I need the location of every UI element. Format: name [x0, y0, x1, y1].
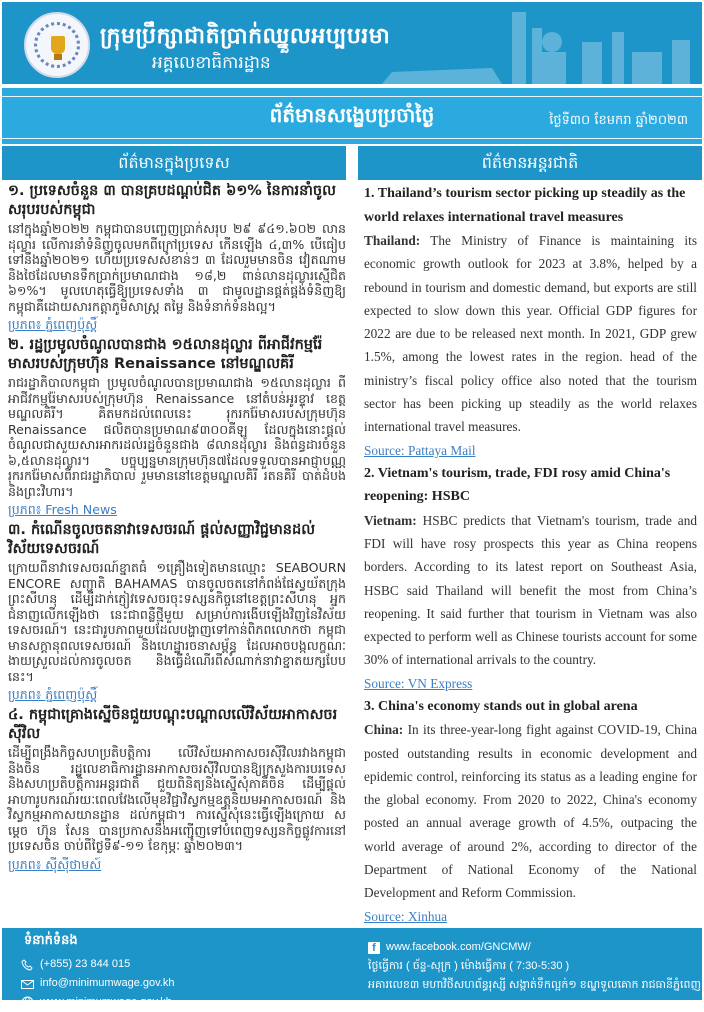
mail-icon [20, 977, 34, 991]
website-link[interactable]: www.minimumwage.gov.kh [40, 996, 172, 1008]
article-body [364, 229, 697, 439]
article-body [364, 509, 697, 672]
article-title: ១. ប្រទេសចំនួន ៣ បានគ្របដណ្តប់ជិត ៦១% នៃការនាំចូលសរុបរបស់កម្ពុជា [8, 183, 336, 218]
news-article [8, 182, 346, 336]
article-body: ដើម្បីពង្រឹងកិច្ចសហប្រតិបត្តិការ លើវិស័យអាកាសចរស៊ីវិលរវាងកម្ពុជា និងចិន រដ្ឋលេខាធិការដ្ឋានអាកាសចរស៊ីវិលបានឱ្យក្រសួងការបរទេសនិងសហប្រតិបត្តិការអន្តរជាតិ ជួយពិនិត្យនិងស្នើសុំភាគីចិន ដើម្បីផ្តល់អាហារូបករណ៍រយៈពេលវែងលើមុខវិជ្ជាវិស្វកម្មឧត្តុនិយមអាកាសចរណ៍ និងវិស្វកម្មអាកាសយានដ្ឋាន ដល់កម្ពុជា។ ការស្នើសុំនេះធ្វើឡើងក្រោយ សម្តេច ហ៊ុន សែន បានប្រកាសនឹងអញ្ជើញទៅបំពេញទស្សនកិច្ចផ្លូវការនៅប្រទេសចិន ចាប់ពីថ្ងៃទី៩-១១ ខែកុម្ភៈ ឆ្នាំ២០២៣។ [8, 745, 346, 853]
domestic-news-heading: ព័ត៌មានក្នុងប្រទេស [2, 146, 346, 180]
working-hours: ថ្ងៃធ្វើការ ( ច័ន្ទ-សុក្រ ) ម៉ោងធ្វើការ ( 7:30-5:30 ) [368, 960, 570, 972]
city-skyline-illustration [382, 2, 702, 84]
article-country-lead: Thailand: [364, 233, 421, 248]
facebook-row [368, 938, 701, 957]
organization-logo [24, 12, 90, 78]
title-band [2, 88, 702, 144]
article-title: ៣. កំណើនចូលចតនាវាទេសចរណ៍ ផ្តល់សញ្ញាវិជ្ជមានដល់វិស័យទេសចរណ៍ [8, 522, 316, 557]
international-news-heading: ព័ត៌មានអន្តរជាតិ [358, 146, 702, 180]
article-source-link[interactable]: ប្រភព៖ ភ្នំពេញប៉ុស្តិ៍ [8, 687, 98, 702]
article-title: 1. Thailand’s tourism sector picking up steadily as the world relaxes international travel measures [364, 186, 686, 225]
globe-icon [20, 996, 34, 1010]
page-title: ព័ត៌មានសង្ខេបប្រចាំថ្ងៃ [269, 103, 435, 127]
email-address[interactable]: info@minimumwage.gov.kh [40, 977, 175, 989]
news-article [364, 695, 697, 928]
organization-subtitle: អគ្គលេខាធិការដ្ឋាន [152, 53, 271, 73]
news-article [8, 336, 346, 521]
article-body: នៅក្នុងឆ្នាំ២០២២ កម្ពុជាបានបញ្ចេញប្រាក់សរុប ២៩ ៩៤១.៦០២ លានដុល្លារ លើការនាំទំនិញចូលមកពីក្រៅប្រទេស កើនឡើង ៤,៣% បើធៀបទៅនឹងឆ្នាំ២០២១ ហើយប្រទេសសំខាន់ៗ ៣ ដែលរួមមានចិន វៀតណាម និងថៃដែលមានទឹកប្រាក់ប្រមាណជាង ១៨,២ ពាន់លានដុល្លារស្មើជិត ៦១%។ មូលហេតុធ្វើឱ្យប្រទេសទាំង ៣ ជាមូលដ្ឋានផ្គត់ផ្គង់ទំនិញឱ្យកម្ពុជាគឺដោយសារកត្តាភូមិសាស្ត្រ តម្លៃ និងទំនាក់ទំនងល្អ។ [8, 221, 346, 314]
article-title: ២. រដ្ឋប្រមូលចំណូលបានជាង ១៥លានដុល្លារ ពីអាជីវកម្មរ៉ែមាសរបស់ក្រុមហ៊ុន Renaissance នៅមណ្ឌលគិរី [8, 337, 323, 372]
phone-row [20, 955, 174, 974]
contact-block [20, 932, 174, 1012]
article-title: 3. China's economy stands out in global arena [364, 698, 638, 714]
article-source-link[interactable]: ប្រភព៖ ស៊ីស៊ីថាមស៍ [8, 856, 102, 872]
contact-heading: ទំនាក់ទំនង [24, 933, 78, 948]
article-body [364, 718, 697, 904]
article-title: ៤. កម្ពុជាគ្រោងស្នើចិនជួយបណ្តុះបណ្តាលលើវិស័យអាកាសចរស៊ីវិល [8, 707, 338, 742]
international-news-column [364, 182, 697, 928]
article-title: 2. Vietnam's tourism, trade, FDI rosy amid China's reopening: HSBC [364, 465, 671, 505]
article-country-lead: China: [364, 722, 404, 738]
article-source-link[interactable]: ប្រភព៖ ភ្នំពេញប៉ុស្តិ៍ [8, 317, 98, 332]
article-text: The Ministry of Finance is maintaining its economic growth outlook for 2023 at 3.8%, helped by a rebound in tourism and domestic demand, but exports are still expected to slow down this year. Official GDP figures for 2022 are due to be released next month. In 2021, GDP grew 1.5%, among the lowest rates in the region. head of the ministry’s fiscal policy office also noted that the tourism sector has been picking up steadily as the world relaxes international travel measures. [364, 233, 697, 435]
header-banner [2, 2, 702, 84]
article-source-link[interactable]: ប្រភព៖ Fresh News [8, 502, 117, 517]
email-row [20, 974, 174, 993]
publication-date: ថ្ងៃទី៣០ ខែមករា ឆ្នាំ២០២៣ [549, 113, 688, 128]
article-text: In its three-year-long fight against COVID-19, China posted outstanding results in economic development and epidemic control, reinforcing its status as a leading engine for the global economy. From 2020 to 2022, China's economy posted an annual average growth of 4.5%, outpacing the world average of around 2%, according to director of the Department of National Economy of the National Development and Reform Commission. [364, 722, 697, 901]
phone-icon [20, 958, 34, 972]
website-row [20, 993, 174, 1012]
article-body: រាជរដ្ឋាភិបាលកម្ពុជា ប្រមូលចំណូលបានប្រមាណជាង ១៥លានដុល្លារ ពីអាជីវកម្មរ៉ែមាសរបស់ក្រុមហ៊ុន Renaissance នៅតំបន់អូរខ្ទាវ ខេត្តមណ្ឌលគិរី។ គិតមកដល់ពេលនេះ រុករករ៉ែមាសរបស់ក្រុមហ៊ុន Renaissance ផលិតបានប្រមាណ៩៣០០គីឡូ ដែលក្នុងនោះផ្តល់ចំណូលជាសួយសារអាករដល់រដ្ឋចំនួនជាង ៨លានដុល្លារ និងពន្ធដារចំនួន ៦,៥លានដុល្លារ។ បច្ចុប្បន្នមានក្រុមហ៊ុន៧ដែលទទួលបានអាជ្ញាបណ្ណរុករករ៉ែមាសពីរាជរដ្ឋាភិបាល រួមមាននៅខេត្តមណ្ឌលគិរី រតនគិរី បាត់ដំបង និងព្រះវិហារ។ [8, 375, 346, 499]
divider [2, 96, 702, 97]
divider [2, 138, 702, 139]
news-article [364, 462, 697, 695]
article-country-lead: Vietnam: [364, 512, 417, 528]
article-source-link[interactable]: Source: VN Express [364, 675, 473, 691]
footer [2, 928, 702, 1008]
facebook-link[interactable]: www.facebook.com/GNCMW/ [386, 941, 531, 953]
domestic-news-column [8, 182, 346, 876]
article-body: ក្រោយពីនាវាទេសចរណ៍ខ្នាតធំ ១គ្រឿងទៀតមានឈ្មោះ SEABOURN ENCORE សញ្ជាតិ BAHAMAS បានចូលចតនៅកំពង់ផែស្វយ័តក្រុងព្រះសីហនុ ដើម្បីដាក់ភ្ញៀវទេសចរចុះទស្សនកិច្ចនៅខេត្តព្រះសីហនុ អ្នកជំនាញលើកឡើងថា នេះជាពន្លឺថ្មីមួយ សម្រាប់ការងើបឡើងវិញនៃវិស័យទេសចរណ៍។ នេះជារូបភាពមួយដែលបង្ហាញទៅកាន់ពិភពលោកថា កម្ពុជាមានសក្តានុពលទេសចរណ៍ និងហេដ្ឋារចនាសម្ព័ន្ធ ដែលអាចបង្កលក្ខណៈងាយស្រួលដល់ការចូលចត និងធ្វើដំណើរពីសំណាក់នាវាខ្នាតយក្សបែបនេះ។ [8, 560, 346, 684]
phone-number[interactable]: (+855) 23 844 015 [40, 958, 131, 970]
news-article [8, 706, 346, 876]
office-address: អគារលេខ៣ មហាវិថីសហព័ន្ធរុស្សី សង្កាត់ទឹកល្អក់១ ខណ្ឌទួលគោក រាជធានីភ្នំពេញ [368, 979, 701, 991]
article-source-link[interactable]: Source: Xinhua [364, 908, 448, 924]
news-article [364, 182, 697, 462]
organization-name: ក្រុមប្រឹក្សាជាតិប្រាក់ឈ្នួលអប្បបរមា [100, 24, 391, 49]
facebook-icon: f [368, 942, 380, 954]
office-info-block [368, 938, 701, 995]
news-article [8, 521, 346, 706]
article-source-link[interactable]: Source: Pattaya Mail [364, 442, 476, 458]
article-text: HSBC predicts that Vietnam's tourism, trade and FDI will have rosy prospects this year as China reopens borders. According to its latest report on Southeast Asia, HSBC said Thailand will benefit the most from China’s reopening. It said further that tourism in Vietnam was also expected to perform well as Chinese tourists account for some 30% of international arrivals to the country. [364, 512, 697, 668]
